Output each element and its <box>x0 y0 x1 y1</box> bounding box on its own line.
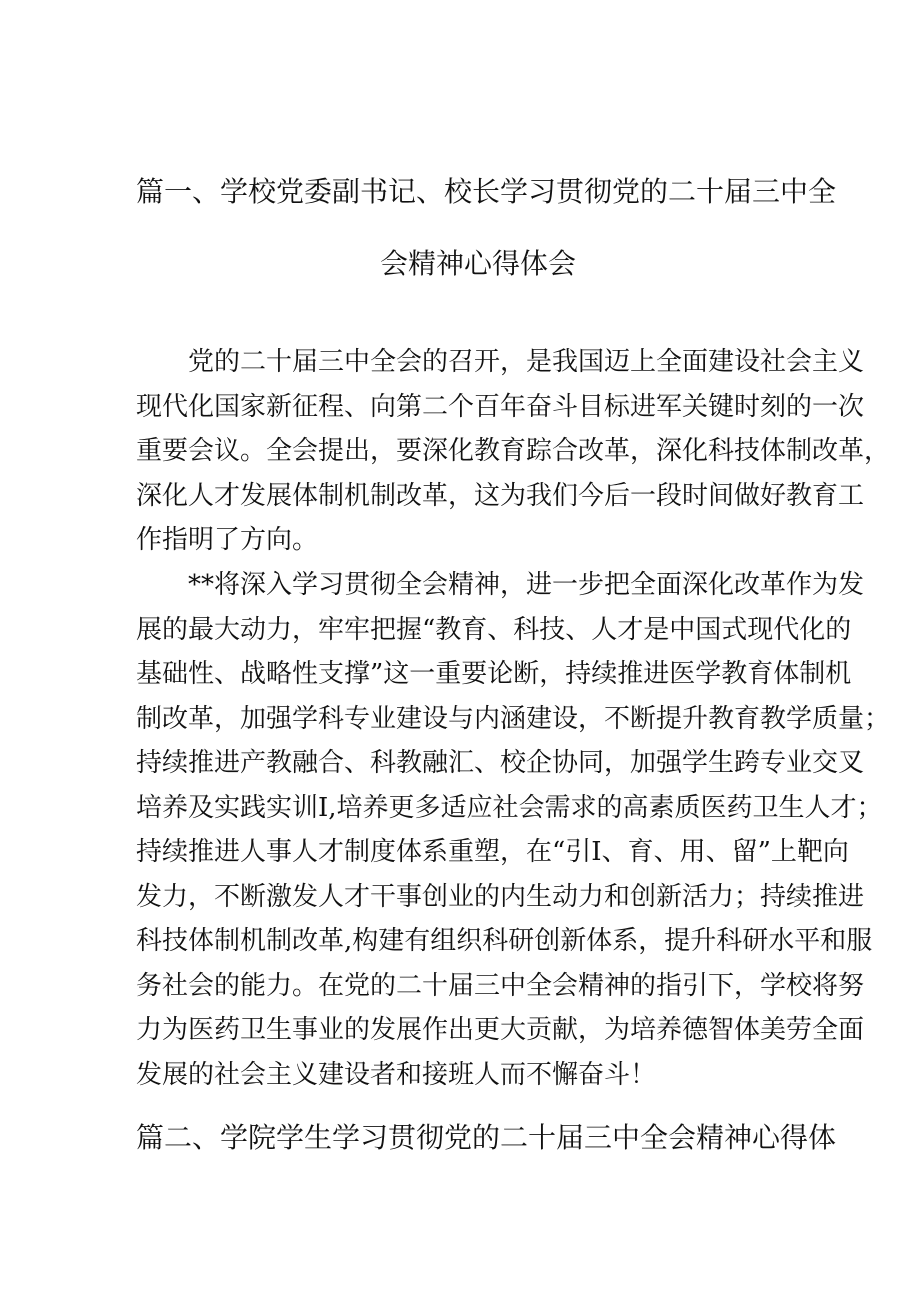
paragraph-line: 党的二十届三中全会的召开，是我国迈上全面建设社会主义 <box>188 347 865 377</box>
section1-paragraph-2 <box>136 563 891 1097</box>
section1-paragraph-1 <box>136 340 891 563</box>
paragraph-line: 务社会的能力。在党的二十届三中全会精神的指引下，学校将努 <box>136 970 865 1001</box>
paragraph-line: 深化人才发展体制机制改革，这为我们今后一段时间做好教育工 <box>136 480 865 511</box>
paragraph-line: 科技体制机制改革,构建有组织科研创新体系，提升科研水平和服 <box>136 926 873 956</box>
paragraph-line: **将深入学习贯彻全会精神，进一步把全面深化改革作为发 <box>188 570 865 600</box>
paragraph-line: 重要会议。全会提出，要深化教育踪合改革，深化科技体制改革， <box>136 436 891 466</box>
section2-title-line1: 篇二、学院学生学习贯彻党的二十届三中全会精神心得体 <box>136 1121 837 1154</box>
paragraph-line: 制改革，加强学科专业建设与内涵建设，不断提升教育教学质量； <box>136 703 891 734</box>
paragraph-line: 持续推进人事人才制度体系重塑，在“引Ⅰ、育、用、留”上靶向 <box>136 837 849 867</box>
paragraph-line: 力为医药卫生事业的发展作出更大贡献，为培养德智体美劳全面 <box>136 1015 865 1045</box>
paragraph-line: 发展的社会主义建设者和接班人而不懈奋斗！ <box>136 1059 657 1090</box>
section1-title-line2: 会精神心得体会 <box>380 247 577 280</box>
paragraph-line: 现代化国家新征程、向第二个百年奋斗目标进军关键时刻的一次 <box>136 391 865 422</box>
paragraph-line: 发力，不断激发人才干事创业的内生动力和创新活力；持续推进 <box>136 881 865 912</box>
section1-title-line1: 篇一、学校党委副书记、校长学习贯彻党的二十届三中全 <box>136 175 837 208</box>
paragraph-line: 展的最大动力，牢牢把握“教育、科技、人才是中国式现代化的 <box>136 614 852 645</box>
paragraph-line: 持续推进产教融合、科教融汇、校企协同，加强学生跨专业交叉 <box>136 748 865 778</box>
paragraph-line: 培养及实践实训Ⅰ,培养更多适应社会需求的高素质医药卫生人才； <box>136 792 883 823</box>
paragraph-line: 基础性、战略性支撑”这一重要论断，持续推进医学教育体制机 <box>136 659 852 689</box>
paragraph-line: 作指明了方向。 <box>136 525 319 555</box>
